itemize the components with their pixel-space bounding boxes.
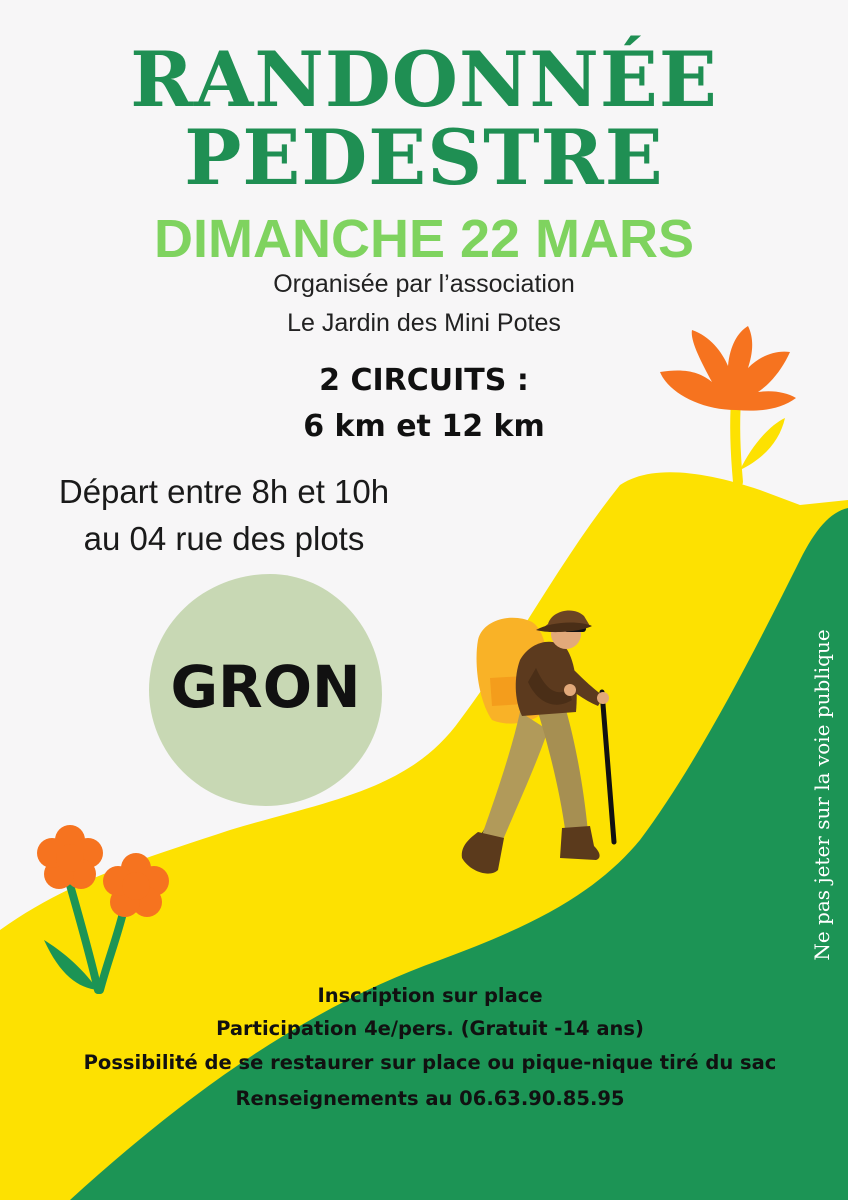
organizer-line-1: Organisée par l’association [273, 270, 575, 298]
info-contact: Renseignements au 06.63.90.85.95 [235, 1087, 625, 1110]
title-line-2: PEDESTRE [184, 113, 664, 202]
circuits-distances: 6 km et 12 km [303, 409, 545, 444]
info-registration: Inscription sur place [317, 984, 543, 1007]
side-note-text: Ne pas jeter sur la voie publique [810, 629, 834, 961]
info-participation: Participation 4e/pers. (Gratuit -14 ans) [216, 1017, 644, 1040]
city-name: GRON [170, 653, 361, 721]
event-date: DIMANCHE 22 MARS [153, 209, 695, 269]
departure-time: Départ entre 8h et 10h [58, 473, 390, 510]
city-badge [149, 574, 382, 806]
title-line-1: RANDONNÉE [130, 35, 718, 124]
circuits-count: 2 CIRCUITS : [319, 363, 529, 398]
info-food: Possibilité de se restaurer sur place ou pique-nique tiré du sac [83, 1051, 777, 1074]
departure-address: au 04 rue des plots [83, 520, 365, 557]
orange-flower-top-right-icon [660, 326, 796, 482]
organizer-line-2: Le Jardin des Mini Potes [287, 309, 561, 337]
